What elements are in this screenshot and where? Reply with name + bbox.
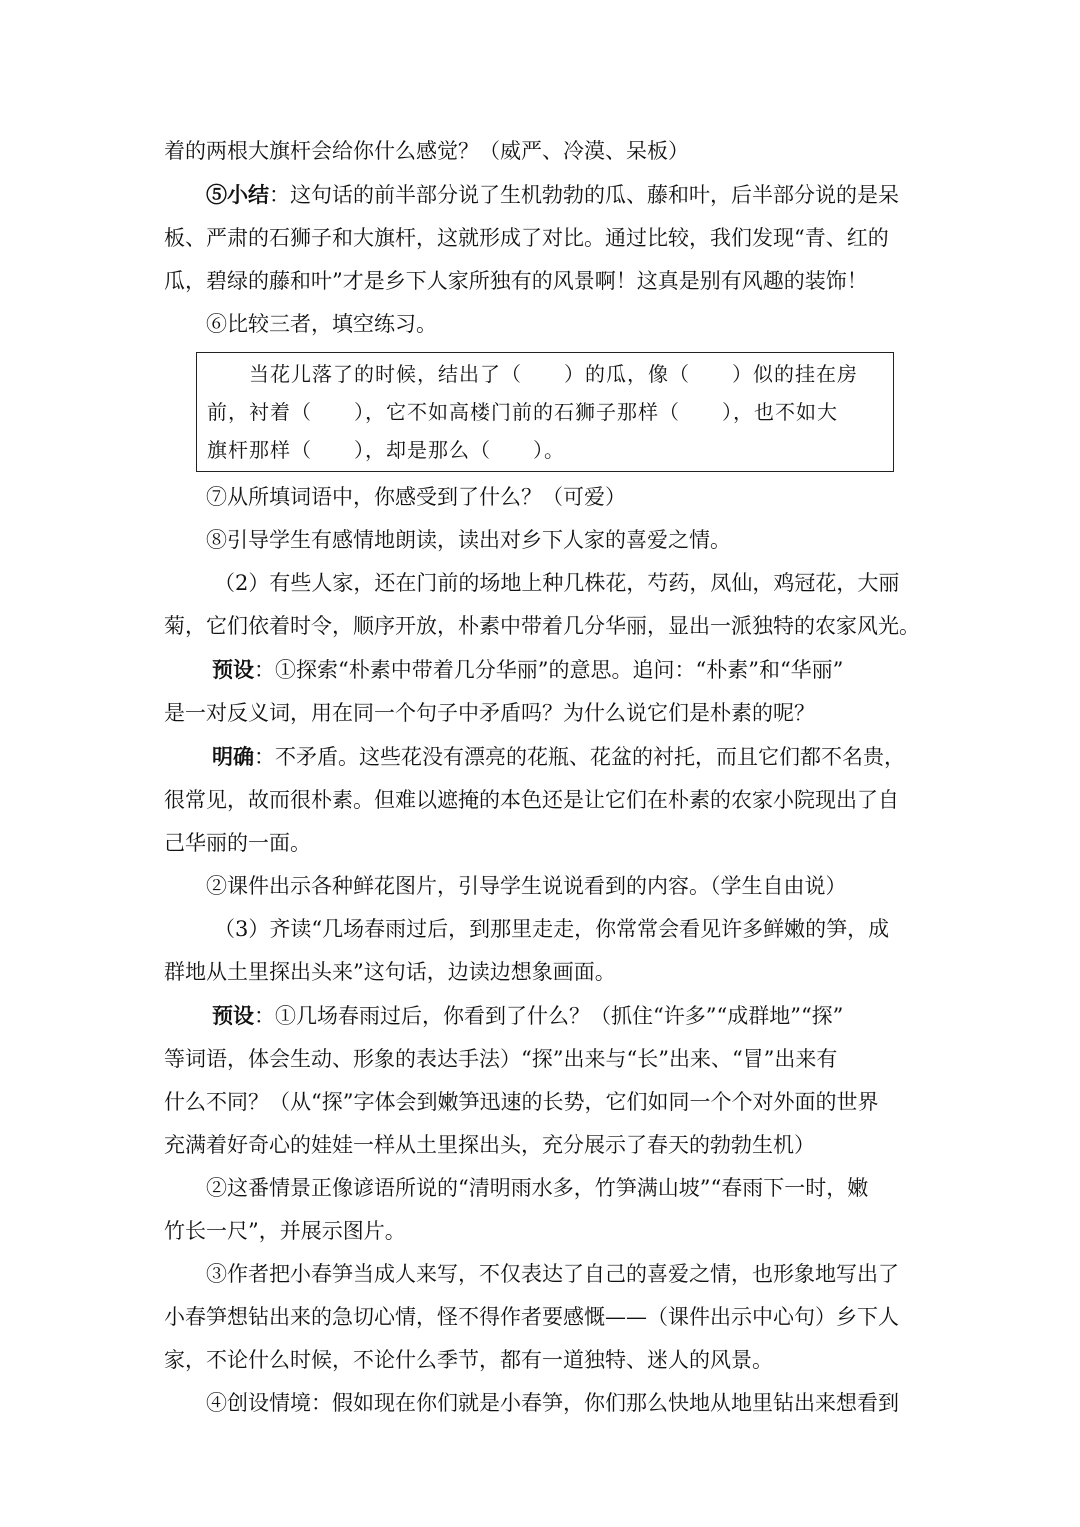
text-line: 板、严肃的石狮子和大旗杆，这就形成了对比。通过比较，我们发现“青、红的 (164, 226, 889, 250)
compare-instruction: ⑥比较三者，填空练习。 (206, 312, 437, 336)
text-line: 很常见，故而很朴素。但难以遮掩的本色还是让它们在朴素的农家小院现出了自 (164, 788, 899, 812)
text-line: 竹长一尺”，并展示图片。 (164, 1219, 406, 1243)
text-line: 菊，它们依着时令，顺序开放，朴素中带着几分华丽，显出一派独特的农家风光。 (164, 614, 920, 638)
text-line: 小春笋想钻出来的急切心情，怪不得作者要感慨——（课件出示中心句）乡下人 (164, 1305, 899, 1329)
text-span: ：①几场春雨过后，你看到了什么？（抓住“许多”“成群地”“探” (254, 1004, 844, 1028)
box-line: 前，衬着（ ），它不如高楼门前的石狮子那样（ ），也不如大 (207, 400, 838, 424)
text-line: ③作者把小春笋当成人来写，不仅表达了自己的喜爱之情，也形象地写出了 (206, 1262, 899, 1286)
preset-paragraph (164, 648, 922, 692)
text-span: ：①探索“朴素中带着几分华丽”的意思。追问：“朴素”和“华丽” (254, 658, 844, 682)
fill-in-blank-box (196, 352, 894, 472)
text-line: （2）有些人家，还在门前的场地上种几株花，芍药，凤仙，鸡冠花，大丽 (214, 571, 900, 595)
text-line: ②课件出示各种鲜花图片，引导学生说说看到的内容。（学生自由说） (206, 874, 847, 898)
text-line: 己华丽的一面。 (164, 831, 311, 855)
text-span: ：不矛盾。这些花没有漂亮的花瓶、花盆的衬托，而且它们都不名贵， (254, 745, 905, 769)
text-line: 等词语，体会生动、形象的表达手法）“探”出来与“长”出来、“冒”出来有 (164, 1047, 838, 1071)
text-line: （3）齐读“几场春雨过后，到那里走走，你常常会看见许多鲜嫩的笋，成 (214, 917, 890, 941)
text-line: 什么不同？（从“探”字体会到嫩笋迅速的长势，它们如同一个个对外面的世界 (164, 1090, 879, 1114)
text-line: 着的两根大旗杆会给你什么感觉？（威严、冷漠、呆板） (164, 139, 689, 163)
text-line: ④创设情境：假如现在你们就是小春笋，你们那么快地从地里钻出来想看到 (206, 1391, 899, 1415)
document-body (164, 130, 922, 1425)
summary-label: ⑤小结 (206, 182, 269, 207)
preset-label: 预设 (212, 1003, 254, 1028)
clear-paragraph (164, 735, 922, 779)
text-line: ⑧引导学生有感情地朗读，读出对乡下人家的喜爱之情。 (206, 528, 731, 552)
clear-label: 明确 (212, 744, 254, 769)
preset-label: 预设 (212, 657, 254, 682)
text-line: ②这番情景正像谚语所说的“清明雨水多，竹笋满山坡”“春雨下一时，嫩 (206, 1176, 869, 1200)
text-line: ⑦从所填词语中，你感受到了什么？（可爱） (206, 485, 626, 509)
text-line: 充满着好奇心的娃娃一样从土里探出头，充分展示了春天的勃勃生机） (164, 1133, 815, 1157)
box-line: 旗杆那样（ ），却是那么（ ）。 (207, 438, 565, 462)
preset-paragraph (164, 994, 922, 1038)
text-line: 家，不论什么时候，不论什么季节，都有一道独特、迷人的风景。 (164, 1348, 773, 1372)
text-line: 群地从土里探出头来”这句话，边读边想象画面。 (164, 960, 616, 984)
summary-paragraph (164, 173, 922, 217)
box-line: 当花儿落了的时候，结出了（ ）的瓜，像（ ）似的挂在房 (249, 362, 858, 386)
text-line: 瓜，碧绿的藤和叶”才是乡下人家所独有的风景啊！这真是别有风趣的装饰！ (164, 269, 868, 293)
text-line: 是一对反义词，用在同一个句子中矛盾吗？为什么说它们是朴素的呢？ (164, 701, 815, 725)
text-span: ：这句话的前半部分说了生机勃勃的瓜、藤和叶，后半部分说的是呆 (269, 183, 899, 207)
